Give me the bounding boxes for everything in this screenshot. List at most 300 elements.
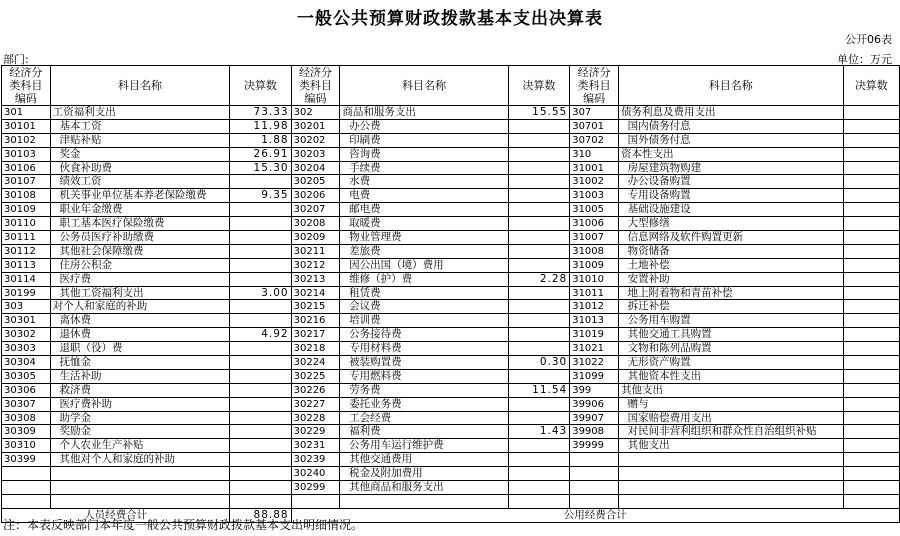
cell-name: 其他支出 bbox=[619, 383, 844, 397]
cell-code: 31005 bbox=[570, 203, 619, 217]
cell-code: 30204 bbox=[291, 161, 340, 175]
cell-name bbox=[50, 494, 229, 508]
cell-code: 39908 bbox=[570, 425, 619, 439]
cell-name: 物资储备 bbox=[619, 244, 844, 258]
cell-name: 办公费 bbox=[340, 119, 508, 133]
cell-code: 31021 bbox=[570, 342, 619, 356]
cell-amount bbox=[508, 494, 569, 508]
cell-amount bbox=[843, 453, 899, 467]
cell-amount bbox=[843, 369, 899, 383]
table-row bbox=[2, 411, 900, 425]
cell-name: 文物和陈列品购置 bbox=[619, 342, 844, 356]
cell-amount bbox=[230, 411, 291, 425]
header-code-1: 经济分类科目编码 bbox=[2, 66, 51, 106]
cell-amount bbox=[508, 314, 569, 328]
cell-amount bbox=[843, 106, 899, 120]
cell-name: 取暖费 bbox=[340, 217, 508, 231]
cell-code: 30213 bbox=[291, 272, 340, 286]
cell-name: 安置补助 bbox=[619, 272, 844, 286]
cell-name: 退职（役）费 bbox=[50, 342, 229, 356]
cell-amount bbox=[230, 425, 291, 439]
cell-name: 地上附着物和青苗补偿 bbox=[619, 286, 844, 300]
cell-amount bbox=[508, 300, 569, 314]
table-row bbox=[2, 258, 900, 272]
cell-name bbox=[619, 467, 844, 481]
table-note: 注：本表反映部门本年度一般公共预算财政拨款基本支出明细情况。 bbox=[3, 518, 364, 532]
cell-amount bbox=[843, 467, 899, 481]
cell-code: 30212 bbox=[291, 258, 340, 272]
unit-label: 单位：万元 bbox=[837, 53, 892, 66]
cell-amount bbox=[508, 481, 569, 495]
cell-amount bbox=[843, 425, 899, 439]
department-label: 部门: bbox=[3, 53, 29, 66]
cell-name bbox=[619, 494, 844, 508]
cell-name: 职工基本医疗保险缴费 bbox=[50, 217, 229, 231]
cell-amount: 9.35 bbox=[230, 189, 291, 203]
cell-name: 专用设备购置 bbox=[619, 189, 844, 203]
table-row bbox=[2, 119, 900, 133]
cell-name: 对民间非营利组织和群众性自治组织补贴 bbox=[619, 425, 844, 439]
cell-amount bbox=[843, 286, 899, 300]
cell-amount bbox=[508, 439, 569, 453]
cell-name: 维修（护）费 bbox=[340, 272, 508, 286]
cell-code: 30218 bbox=[291, 342, 340, 356]
header-name-2: 科目名称 bbox=[340, 66, 508, 106]
cell-amount bbox=[843, 300, 899, 314]
cell-name: 电费 bbox=[340, 189, 508, 203]
cell-code: 30307 bbox=[2, 397, 51, 411]
cell-name: 其他商品和服务支出 bbox=[340, 481, 508, 495]
cell-amount bbox=[843, 481, 899, 495]
cell-code: 31099 bbox=[570, 369, 619, 383]
cell-amount bbox=[508, 244, 569, 258]
cell-name: 职业年金缴费 bbox=[50, 203, 229, 217]
cell-code: 30229 bbox=[291, 425, 340, 439]
cell-amount bbox=[843, 272, 899, 286]
header-code-2: 经济分类科目编码 bbox=[291, 66, 340, 106]
cell-code: 30310 bbox=[2, 439, 51, 453]
cell-name: 其他交通费用 bbox=[340, 453, 508, 467]
cell-code: 30227 bbox=[291, 397, 340, 411]
cell-name: 机关事业单位基本养老保险缴费 bbox=[50, 189, 229, 203]
cell-code: 30231 bbox=[291, 439, 340, 453]
cell-amount: 11.54 bbox=[508, 383, 569, 397]
cell-name: 基础设施建设 bbox=[619, 203, 844, 217]
cell-code: 30112 bbox=[2, 244, 51, 258]
table-row bbox=[2, 300, 900, 314]
cell-code: 31007 bbox=[570, 231, 619, 245]
cell-name: 因公出国（境）费用 bbox=[340, 258, 508, 272]
cell-code: 30199 bbox=[2, 286, 51, 300]
cell-name: 拆迁补偿 bbox=[619, 300, 844, 314]
table-row bbox=[2, 369, 900, 383]
cell-name: 劳务费 bbox=[340, 383, 508, 397]
cell-name: 其他交通工具购置 bbox=[619, 328, 844, 342]
cell-code: 30110 bbox=[2, 217, 51, 231]
expenditure-table bbox=[1, 65, 900, 523]
cell-name: 被装购置费 bbox=[340, 356, 508, 370]
cell-name: 信息网络及软件购置更新 bbox=[619, 231, 844, 245]
cell-code: 31019 bbox=[570, 328, 619, 342]
cell-name: 债务利息及费用支出 bbox=[619, 106, 844, 120]
cell-name: 奖金 bbox=[50, 147, 229, 161]
cell-code: 30308 bbox=[2, 411, 51, 425]
cell-name: 公务员医疗补助缴费 bbox=[50, 231, 229, 245]
cell-code: 30216 bbox=[291, 314, 340, 328]
header-amount-3: 决算数 bbox=[843, 66, 899, 106]
cell-code bbox=[570, 481, 619, 495]
cell-name: 差旅费 bbox=[340, 244, 508, 258]
cell-amount bbox=[230, 272, 291, 286]
personnel-total-value: 88.88 bbox=[230, 508, 291, 522]
table-row bbox=[2, 244, 900, 258]
cell-amount bbox=[508, 161, 569, 175]
cell-code: 310 bbox=[570, 147, 619, 161]
cell-name: 国内债务付息 bbox=[619, 119, 844, 133]
cell-code: 30206 bbox=[291, 189, 340, 203]
cell-code: 31012 bbox=[570, 300, 619, 314]
cell-name: 物业管理费 bbox=[340, 231, 508, 245]
cell-amount bbox=[843, 494, 899, 508]
cell-amount bbox=[843, 203, 899, 217]
cell-amount bbox=[230, 439, 291, 453]
cell-amount bbox=[843, 217, 899, 231]
cell-code bbox=[2, 494, 51, 508]
cell-code bbox=[570, 467, 619, 481]
header-code-3: 经济分类科目编码 bbox=[570, 66, 619, 106]
cell-amount: 26.91 bbox=[230, 147, 291, 161]
cell-amount: 1.88 bbox=[230, 133, 291, 147]
cell-name bbox=[619, 481, 844, 495]
table-row bbox=[2, 328, 900, 342]
cell-code: 30225 bbox=[291, 369, 340, 383]
cell-code: 30701 bbox=[570, 119, 619, 133]
cell-name: 救济费 bbox=[50, 383, 229, 397]
cell-amount: 73.33 bbox=[230, 106, 291, 120]
cell-code: 30239 bbox=[291, 453, 340, 467]
cell-amount bbox=[230, 397, 291, 411]
cell-code: 31013 bbox=[570, 314, 619, 328]
cell-amount: 0.30 bbox=[508, 356, 569, 370]
cell-code: 30399 bbox=[2, 453, 51, 467]
cell-code: 301 bbox=[2, 106, 51, 120]
cell-name: 其他工资福利支出 bbox=[50, 286, 229, 300]
table-row bbox=[2, 272, 900, 286]
cell-amount bbox=[508, 467, 569, 481]
cell-amount bbox=[508, 397, 569, 411]
cell-code: 31010 bbox=[570, 272, 619, 286]
cell-name: 资本性支出 bbox=[619, 147, 844, 161]
cell-amount bbox=[843, 383, 899, 397]
cell-code bbox=[570, 453, 619, 467]
table-row bbox=[2, 481, 900, 495]
cell-code: 30217 bbox=[291, 328, 340, 342]
cell-amount bbox=[230, 356, 291, 370]
cell-code: 30226 bbox=[291, 383, 340, 397]
cell-name: 离休费 bbox=[50, 314, 229, 328]
cell-amount: 1.43 bbox=[508, 425, 569, 439]
cell-amount bbox=[843, 175, 899, 189]
cell-name: 税金及附加费用 bbox=[340, 467, 508, 481]
cell-amount bbox=[230, 481, 291, 495]
cell-name: 个人农业生产补贴 bbox=[50, 439, 229, 453]
cell-amount bbox=[843, 161, 899, 175]
cell-code: 30302 bbox=[2, 328, 51, 342]
cell-amount bbox=[230, 244, 291, 258]
table-row bbox=[2, 494, 900, 508]
cell-amount bbox=[230, 494, 291, 508]
table-row bbox=[2, 161, 900, 175]
table-row bbox=[2, 467, 900, 481]
cell-code: 30309 bbox=[2, 425, 51, 439]
cell-code: 30215 bbox=[291, 300, 340, 314]
cell-code: 30208 bbox=[291, 217, 340, 231]
cell-name: 公务用车购置 bbox=[619, 314, 844, 328]
cell-name: 土地补偿 bbox=[619, 258, 844, 272]
cell-amount bbox=[843, 119, 899, 133]
cell-name: 邮电费 bbox=[340, 203, 508, 217]
cell-amount bbox=[508, 147, 569, 161]
table-row bbox=[2, 231, 900, 245]
cell-name: 无形资产购置 bbox=[619, 356, 844, 370]
cell-amount bbox=[230, 342, 291, 356]
cell-code: 30211 bbox=[291, 244, 340, 258]
cell-name: 租赁费 bbox=[340, 286, 508, 300]
cell-code: 30203 bbox=[291, 147, 340, 161]
cell-amount bbox=[508, 286, 569, 300]
cell-amount bbox=[843, 314, 899, 328]
cell-amount bbox=[843, 133, 899, 147]
table-row bbox=[2, 383, 900, 397]
table-row bbox=[2, 397, 900, 411]
table-row bbox=[2, 147, 900, 161]
cell-code: 30240 bbox=[291, 467, 340, 481]
header-amount-1: 决算数 bbox=[230, 66, 291, 106]
cell-name: 印刷费 bbox=[340, 133, 508, 147]
cell-code: 30106 bbox=[2, 161, 51, 175]
cell-amount bbox=[230, 217, 291, 231]
cell-name: 培训费 bbox=[340, 314, 508, 328]
cell-name: 其他对个人和家庭的补助 bbox=[50, 453, 229, 467]
cell-code bbox=[2, 467, 51, 481]
cell-code: 30301 bbox=[2, 314, 51, 328]
cell-code: 399 bbox=[570, 383, 619, 397]
cell-name: 委托业务费 bbox=[340, 397, 508, 411]
cell-amount bbox=[230, 175, 291, 189]
cell-code bbox=[2, 481, 51, 495]
cell-amount bbox=[508, 189, 569, 203]
table-row bbox=[2, 453, 900, 467]
cell-amount bbox=[843, 411, 899, 425]
cell-code: 30113 bbox=[2, 258, 51, 272]
cell-name: 专用燃料费 bbox=[340, 369, 508, 383]
cell-name: 商品和服务支出 bbox=[340, 106, 508, 120]
cell-code: 39907 bbox=[570, 411, 619, 425]
cell-amount bbox=[508, 328, 569, 342]
cell-amount: 15.55 bbox=[508, 106, 569, 120]
cell-amount bbox=[508, 453, 569, 467]
cell-name: 退休费 bbox=[50, 328, 229, 342]
cell-code: 31001 bbox=[570, 161, 619, 175]
cell-amount bbox=[508, 369, 569, 383]
cell-name: 工资福利支出 bbox=[50, 106, 229, 120]
cell-code: 30228 bbox=[291, 411, 340, 425]
cell-code: 30214 bbox=[291, 286, 340, 300]
cell-name: 医疗费补助 bbox=[50, 397, 229, 411]
cell-code: 30224 bbox=[291, 356, 340, 370]
cell-name: 助学金 bbox=[50, 411, 229, 425]
cell-code: 31022 bbox=[570, 356, 619, 370]
cell-amount bbox=[843, 356, 899, 370]
table-row bbox=[2, 314, 900, 328]
cell-amount bbox=[230, 453, 291, 467]
cell-code: 30205 bbox=[291, 175, 340, 189]
cell-code: 30306 bbox=[2, 383, 51, 397]
table-row bbox=[2, 342, 900, 356]
cell-amount bbox=[230, 383, 291, 397]
cell-name bbox=[340, 494, 508, 508]
cell-name: 对个人和家庭的补助 bbox=[50, 300, 229, 314]
cell-amount: 2.28 bbox=[508, 272, 569, 286]
cell-code: 30303 bbox=[2, 342, 51, 356]
cell-amount bbox=[508, 411, 569, 425]
header-name-1: 科目名称 bbox=[50, 66, 229, 106]
cell-amount bbox=[843, 147, 899, 161]
cell-amount bbox=[508, 203, 569, 217]
cell-code bbox=[570, 494, 619, 508]
cell-code: 30103 bbox=[2, 147, 51, 161]
cell-amount bbox=[508, 231, 569, 245]
cell-name: 其他资本性支出 bbox=[619, 369, 844, 383]
table-row bbox=[2, 356, 900, 370]
cell-name: 会议费 bbox=[340, 300, 508, 314]
cell-amount bbox=[230, 314, 291, 328]
cell-amount bbox=[508, 258, 569, 272]
table-row bbox=[2, 133, 900, 147]
cell-amount: 4.92 bbox=[230, 328, 291, 342]
cell-amount bbox=[843, 328, 899, 342]
cell-amount bbox=[843, 439, 899, 453]
cell-amount bbox=[843, 258, 899, 272]
cell-amount bbox=[508, 175, 569, 189]
table-row bbox=[2, 286, 900, 300]
cell-amount bbox=[230, 203, 291, 217]
cell-code: 31009 bbox=[570, 258, 619, 272]
cell-amount bbox=[508, 217, 569, 231]
cell-amount bbox=[508, 133, 569, 147]
cell-amount bbox=[843, 189, 899, 203]
cell-amount bbox=[508, 342, 569, 356]
report-title: 一般公共预算财政拨款基本支出决算表 bbox=[297, 9, 603, 29]
cell-amount bbox=[230, 467, 291, 481]
cell-name: 伙食补助费 bbox=[50, 161, 229, 175]
cell-code: 30299 bbox=[291, 481, 340, 495]
cell-code: 30108 bbox=[2, 189, 51, 203]
cell-code: 30209 bbox=[291, 231, 340, 245]
cell-name: 津贴补贴 bbox=[50, 133, 229, 147]
table-row bbox=[2, 175, 900, 189]
cell-name: 住房公积金 bbox=[50, 258, 229, 272]
header-amount-2: 决算数 bbox=[508, 66, 569, 106]
cell-name: 奖励金 bbox=[50, 425, 229, 439]
cell-code: 30102 bbox=[2, 133, 51, 147]
cell-code: 30207 bbox=[291, 203, 340, 217]
cell-amount bbox=[230, 231, 291, 245]
cell-code: 30304 bbox=[2, 356, 51, 370]
cell-code: 31003 bbox=[570, 189, 619, 203]
table-row bbox=[2, 106, 900, 120]
cell-name: 公务用车运行维护费 bbox=[340, 439, 508, 453]
cell-code: 302 bbox=[291, 106, 340, 120]
cell-code: 30702 bbox=[570, 133, 619, 147]
cell-code: 30109 bbox=[2, 203, 51, 217]
public-total-label: 公用经费合计 bbox=[291, 508, 899, 522]
cell-amount bbox=[508, 119, 569, 133]
table-row bbox=[2, 439, 900, 453]
table-row bbox=[2, 217, 900, 231]
cell-name: 大型修缮 bbox=[619, 217, 844, 231]
cell-name bbox=[50, 481, 229, 495]
form-number: 公开06表 bbox=[845, 33, 892, 46]
cell-name: 绩效工资 bbox=[50, 175, 229, 189]
table-row bbox=[2, 189, 900, 203]
cell-amount: 11.98 bbox=[230, 119, 291, 133]
cell-code: 307 bbox=[570, 106, 619, 120]
cell-name: 抚恤金 bbox=[50, 356, 229, 370]
cell-amount: 15.30 bbox=[230, 161, 291, 175]
personnel-total-label: 人员经费合计 bbox=[2, 508, 230, 522]
cell-code: 31002 bbox=[570, 175, 619, 189]
cell-name: 房屋建筑物购建 bbox=[619, 161, 844, 175]
cell-name: 专用材料费 bbox=[340, 342, 508, 356]
cell-amount: 3.00 bbox=[230, 286, 291, 300]
header-name-3: 科目名称 bbox=[619, 66, 844, 106]
cell-name: 国家赔偿费用支出 bbox=[619, 411, 844, 425]
cell-name: 医疗费 bbox=[50, 272, 229, 286]
cell-name: 国外债务付息 bbox=[619, 133, 844, 147]
header-row bbox=[2, 66, 900, 106]
cell-name: 福利费 bbox=[340, 425, 508, 439]
cell-amount bbox=[230, 258, 291, 272]
cell-code: 303 bbox=[2, 300, 51, 314]
cell-name: 咨询费 bbox=[340, 147, 508, 161]
cell-name bbox=[619, 453, 844, 467]
cell-name: 公务接待费 bbox=[340, 328, 508, 342]
cell-name: 水费 bbox=[340, 175, 508, 189]
cell-code: 31006 bbox=[570, 217, 619, 231]
cell-code: 30305 bbox=[2, 369, 51, 383]
cell-amount bbox=[230, 300, 291, 314]
cell-code: 39999 bbox=[570, 439, 619, 453]
cell-code: 30101 bbox=[2, 119, 51, 133]
cell-name: 基本工资 bbox=[50, 119, 229, 133]
cell-code: 30114 bbox=[2, 272, 51, 286]
cell-name bbox=[50, 467, 229, 481]
cell-code bbox=[291, 494, 340, 508]
cell-amount bbox=[230, 369, 291, 383]
cell-code: 30202 bbox=[291, 133, 340, 147]
cell-amount bbox=[843, 397, 899, 411]
cell-amount bbox=[843, 231, 899, 245]
cell-code: 31008 bbox=[570, 244, 619, 258]
cell-code: 31011 bbox=[570, 286, 619, 300]
cell-name: 办公设备购置 bbox=[619, 175, 844, 189]
cell-name: 手续费 bbox=[340, 161, 508, 175]
cell-name: 其他社会保障缴费 bbox=[50, 244, 229, 258]
cell-name: 生活补助 bbox=[50, 369, 229, 383]
table-row bbox=[2, 203, 900, 217]
cell-code: 30111 bbox=[2, 231, 51, 245]
